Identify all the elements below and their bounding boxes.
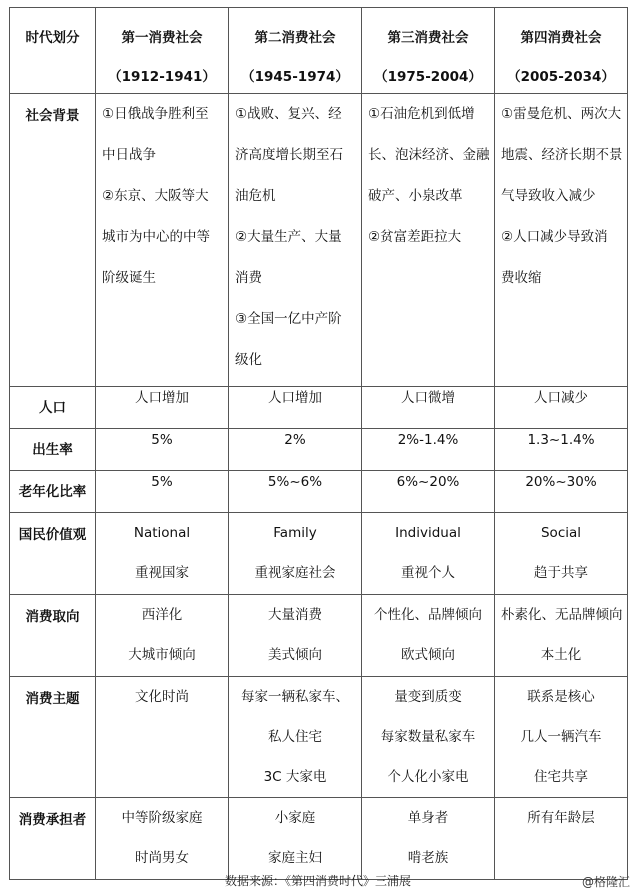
background-cell-3 [362, 94, 495, 387]
text-line: 消费 [235, 270, 262, 286]
text-line: 私人住宅 [268, 729, 322, 745]
watermark: @格隆汇 [581, 875, 630, 889]
text-line: ②东京、大阪等大 [102, 188, 209, 204]
theme-cell-1 [96, 677, 229, 798]
text-line: 几人一辆汽车 [520, 729, 602, 745]
values-cell-4 [495, 513, 628, 595]
values-cell-3 [362, 513, 495, 595]
text-line: 地震、经济长期不景 [501, 147, 623, 163]
text-line: ②贫富差距拉大 [368, 229, 462, 245]
birth-rate-cell: 1.3~1.4% [495, 429, 628, 471]
text-line: ①日俄战争胜利至 [102, 106, 209, 122]
text-line: 欧式倾向 [401, 647, 455, 663]
theme-cell-3 [362, 677, 495, 798]
text-line: 重视国家 [135, 565, 189, 581]
text-line: 家庭主妇 [268, 850, 322, 866]
text-line: 油危机 [235, 188, 276, 204]
header-era-1 [96, 8, 229, 94]
text-line: 单身者 [407, 810, 449, 826]
text-line: 个人化小家电 [387, 769, 469, 785]
row-social-background [10, 94, 628, 387]
values-cell-2 [229, 513, 362, 595]
row-consumption-theme [10, 677, 628, 798]
text-line: 西洋化 [141, 607, 183, 623]
text-line: 济高度增长期至石 [235, 147, 343, 163]
text-line: ②大量生产、大量 [235, 229, 342, 245]
text-line: 住宅共享 [534, 769, 588, 785]
aging-rate-cell: 5%~6% [229, 471, 362, 513]
row-consumption-orientation [10, 595, 628, 677]
text-line: 费收缩 [501, 270, 542, 286]
text-line: ①石油危机到低增 [368, 106, 475, 122]
row-consumption-bearer [10, 798, 628, 880]
header-corner-label: 时代划分 [25, 30, 80, 46]
text-line: Family [273, 525, 317, 541]
orientation-cell-1 [96, 595, 229, 677]
era-name: 第一消费社会 [121, 30, 203, 46]
text-line: 文化时尚 [135, 689, 189, 705]
text-line: 重视家庭社会 [254, 565, 336, 581]
row-label-background: 社会背景 [10, 94, 96, 387]
orientation-cell-4 [495, 595, 628, 677]
text-line: Social [540, 525, 582, 541]
values-cell-1 [96, 513, 229, 595]
text-line: 联系是核心 [527, 689, 595, 705]
text-line: 朴素化、无品牌倾向 [501, 607, 623, 623]
text-line: 重视个人 [401, 565, 455, 581]
theme-cell-4 [495, 677, 628, 798]
text-line: 每家一辆私家车、 [241, 689, 349, 705]
orientation-cell-3 [362, 595, 495, 677]
text-line: ②人口减少导致消 [501, 229, 608, 245]
aging-rate-cell: 6%~20% [362, 471, 495, 513]
row-birth-rate [10, 429, 628, 471]
background-cell-4 [495, 94, 628, 387]
row-label-values: 国民价值观 [10, 513, 96, 595]
table-header-row [10, 8, 628, 94]
text-line: 啃老族 [407, 850, 449, 866]
text-line: 美式倾向 [268, 647, 322, 663]
text-line: 大量消费 [268, 607, 322, 623]
text-line: 时尚男女 [135, 850, 189, 866]
text-line: 个性化、品牌倾向 [374, 607, 482, 623]
row-aging-rate [10, 471, 628, 513]
text-line: 长、泡沫经济、金融 [368, 147, 490, 163]
era-period: （1975-2004） [374, 69, 482, 85]
row-label-birth-rate: 出生率 [10, 429, 96, 471]
text-line: 所有年龄层 [527, 810, 595, 826]
text-line: ③全国一亿中产阶 [235, 311, 342, 327]
text-line: 小家庭 [274, 810, 316, 826]
source-caption: 数据来源：《第四消费时代》三浦展 [224, 874, 411, 888]
text-line: 本土化 [540, 647, 582, 663]
text-line: 阶级诞生 [102, 270, 156, 286]
text-line: 量变到质变 [394, 689, 462, 705]
era-name: 第三消费社会 [387, 30, 469, 46]
text-line: 大城市倾向 [128, 647, 196, 663]
header-era-3 [362, 8, 495, 94]
bearer-cell-2 [229, 798, 362, 880]
row-label-aging-rate: 老年化比率 [10, 471, 96, 513]
text-line: 每家数量私家车 [380, 729, 476, 745]
bearer-cell-1 [96, 798, 229, 880]
era-period: （1912-1941） [108, 69, 216, 85]
era-period: （1945-1974） [241, 69, 349, 85]
background-cell-2 [229, 94, 362, 387]
era-name: 第四消费社会 [520, 30, 602, 46]
row-population [10, 387, 628, 429]
birth-rate-cell: 2%-1.4% [362, 429, 495, 471]
bearer-cell-3 [362, 798, 495, 880]
text-line: Individual [395, 525, 461, 541]
population-cell: 人口增加 [96, 387, 229, 429]
row-national-values [10, 513, 628, 595]
header-era-2 [229, 8, 362, 94]
era-name: 第二消费社会 [254, 30, 336, 46]
text-line: 破产、小泉改革 [368, 188, 463, 204]
text-line: 中等阶级家庭 [121, 810, 203, 826]
header-corner-cell [10, 8, 96, 94]
text-line: National [133, 525, 191, 541]
row-label-theme: 消费主题 [10, 677, 96, 798]
row-label-orientation: 消费取向 [10, 595, 96, 677]
aging-rate-cell: 20%~30% [495, 471, 628, 513]
population-cell: 人口增加 [229, 387, 362, 429]
population-cell: 人口微增 [362, 387, 495, 429]
text-line: 气导致收入减少 [501, 188, 596, 204]
text-line: ①战败、复兴、经 [235, 106, 342, 122]
text-line: 级化 [235, 352, 262, 368]
population-cell: 人口减少 [495, 387, 628, 429]
birth-rate-cell: 5% [96, 429, 229, 471]
row-label-population: 人口 [10, 387, 96, 429]
theme-cell-2 [229, 677, 362, 798]
text-line: 城市为中心的中等 [102, 229, 210, 245]
aging-rate-cell: 5% [96, 471, 229, 513]
text-line: 3C 大家电 [263, 769, 327, 785]
row-label-bearer: 消费承担者 [10, 798, 96, 880]
era-period: （2005-2034） [507, 69, 615, 85]
orientation-cell-2 [229, 595, 362, 677]
bearer-cell-4 [495, 798, 628, 880]
birth-rate-cell: 2% [229, 429, 362, 471]
background-cell-1 [96, 94, 229, 387]
header-era-4 [495, 8, 628, 94]
text-line: 趋于共享 [534, 565, 588, 581]
consumer-society-table [9, 7, 628, 880]
text-line: 中日战争 [102, 147, 156, 163]
text-line: ①雷曼危机、两次大 [501, 106, 622, 122]
